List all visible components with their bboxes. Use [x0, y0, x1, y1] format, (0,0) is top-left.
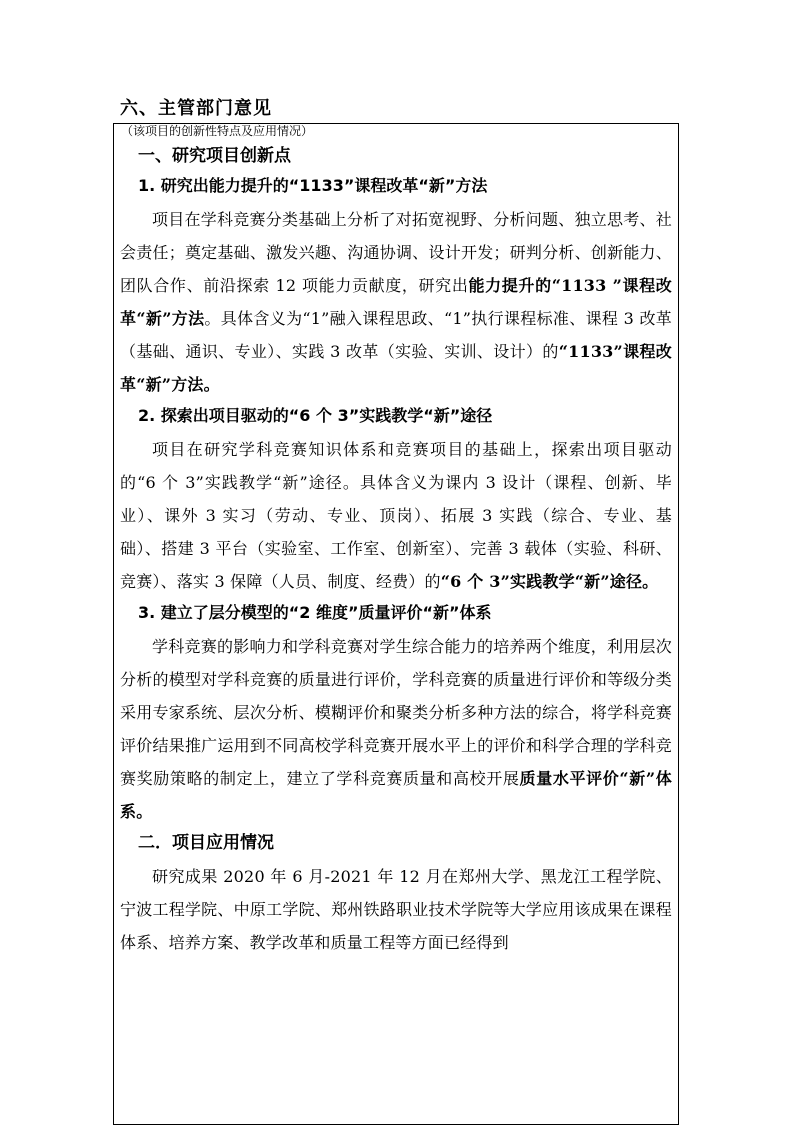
box-content — [120, 143, 672, 961]
section-title: 六、主管部门意见 — [120, 98, 272, 119]
point1-bold-b: “1133”课程改革“新”方法。 — [120, 342, 672, 394]
point2-text-a: 项目在研究学科竞赛知识体系和竞赛项目的基础上，探索出项目驱动的“6 个 3”实践教学“新”途径。具体含义为课内 3 设计（课程、创新、毕业）、课外 3 实习（劳动、专业、顶岗）、拓展 3 实践（综合、专业、基础）、搭建 3 平台（实验室、工作室、创新室）、完善 3 载体（实验、科研、竞赛）、落实 3 保障（人员、制度、经费）的 — [120, 440, 672, 591]
point1-paragraph — [120, 203, 672, 401]
point2-paragraph — [120, 433, 672, 598]
point1-text-b: 。具体含义为“1”融入课程思政、“1”执行课程标准、课程 3 改革（基础、通识、专业）、实践 3 改革（实验、实训、设计）的 — [120, 309, 673, 361]
innovation-heading: 一、研究项目创新点 — [138, 146, 291, 166]
application-paragraph: 研究成果 2020 年 6 月-2021 年 12 月在郑州大学、黑龙江工程学院、宁波工程学院、中原工学院、郑州铁路职业技术学院等大学应用该成果在课程体系、培养方案、教学改革和质量工程等方面已经得到 — [120, 867, 672, 952]
point3-text-a: 学科竞赛的影响力和学科竞赛对学生综合能力的培养两个维度，利用层次分析的模型对学科竞赛的质量进行评价，学科竞赛的质量进行评价和等级分类采用专家系统、层次分析、模糊评价和聚类分析多种方法的综合，将学科竞赛评价结果推广运用到不同高校学科竞赛开展水平上的评价和科学合理的学科竞赛奖励策略的制定上，建立了学科竞赛质量和高校开展 — [120, 637, 672, 788]
point1-title: 1. 研究出能力提升的“1133”课程改革“新”方法 — [138, 176, 488, 195]
point3-paragraph — [120, 630, 672, 828]
application-heading: 二．项目应用情况 — [138, 833, 274, 853]
point1-bold-a: 能力提升的“1133 ”课程改革“新”方法 — [120, 276, 672, 328]
point3-title: 3. 建立了层分模型的“2 维度”质量评价“新”体系 — [138, 603, 492, 622]
box-note: （该项目的创新性特点及应用情况） — [121, 124, 314, 138]
point2-title: 2. 探索出项目驱动的“6 个 3”实践教学“新”途径 — [138, 406, 493, 425]
point2-bold-a: “6 个 3”实践教学“新”途径。 — [440, 572, 659, 591]
point3-bold-a: 质量水平评价“新”体系。 — [120, 769, 672, 821]
point1-text-a: 项目在学科竞赛分类基础上分析了对拓宽视野、分析问题、独立思考、社会责任；奠定基础、激发兴趣、沟通协调、设计开发；研判分析、创新能力、团队合作、前沿探索 12 项能力贡献度，研究出 — [120, 210, 672, 295]
